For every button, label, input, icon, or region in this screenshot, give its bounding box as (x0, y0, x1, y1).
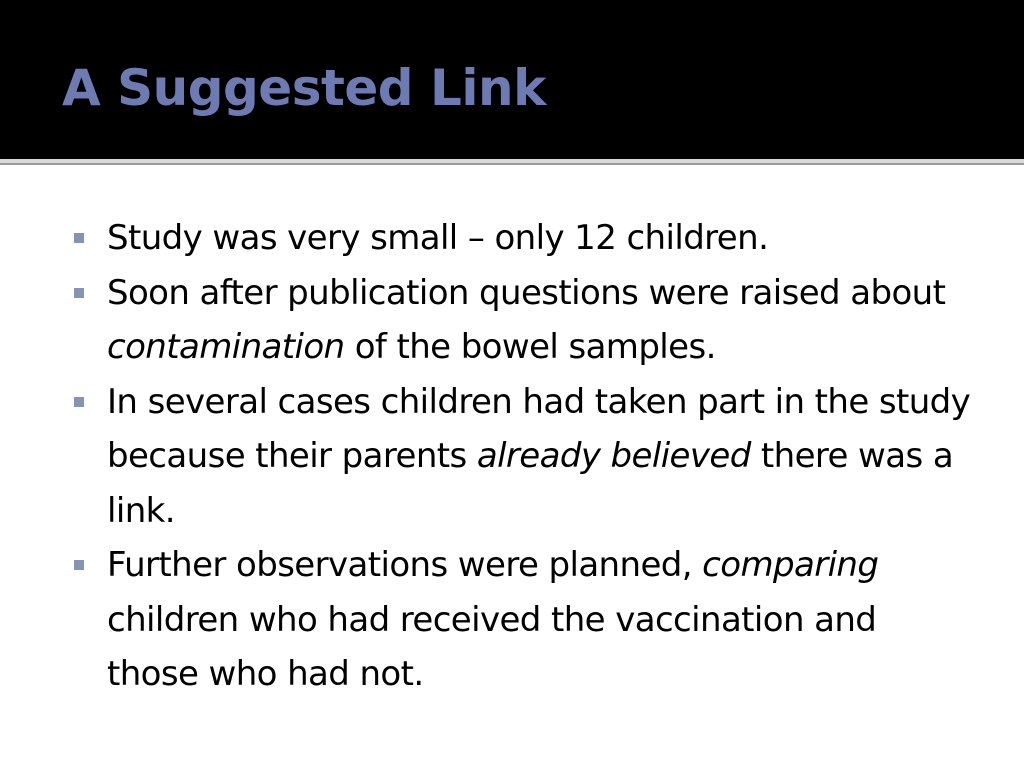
emphasis-contamination: contamination (107, 327, 345, 367)
bullet-text: Study was very small – only 12 children. (107, 218, 769, 258)
bullet-text: In several cases children had taken part in the study because their parents (107, 381, 971, 476)
bullet-item-small-study (72, 211, 972, 266)
emphasis-already-believed: already believed (476, 436, 751, 476)
square-bullet-icon (74, 397, 84, 407)
bullet-list (72, 211, 972, 702)
bullet-text: Soon after publication questions were raised about (107, 272, 946, 313)
title-divider-dark (0, 163, 1024, 165)
title-band (0, 0, 1024, 159)
square-bullet-icon (74, 233, 84, 243)
bullet-text: there was a link. (107, 436, 954, 531)
bullet-text: Further observations were planned, (107, 545, 703, 585)
bullet-item-further-observations (72, 538, 972, 702)
bullet-text: of the bowel samples. (344, 327, 716, 367)
bullet-item-contamination (72, 266, 972, 375)
emphasis-comparing: comparing (702, 545, 879, 585)
slide-title: A Suggested Link (62, 59, 546, 117)
bullet-item-parent-belief (72, 375, 972, 539)
square-bullet-icon (74, 288, 84, 298)
bullet-text: children who had received the vaccination and those who had not. (107, 599, 877, 694)
square-bullet-icon (74, 560, 84, 570)
